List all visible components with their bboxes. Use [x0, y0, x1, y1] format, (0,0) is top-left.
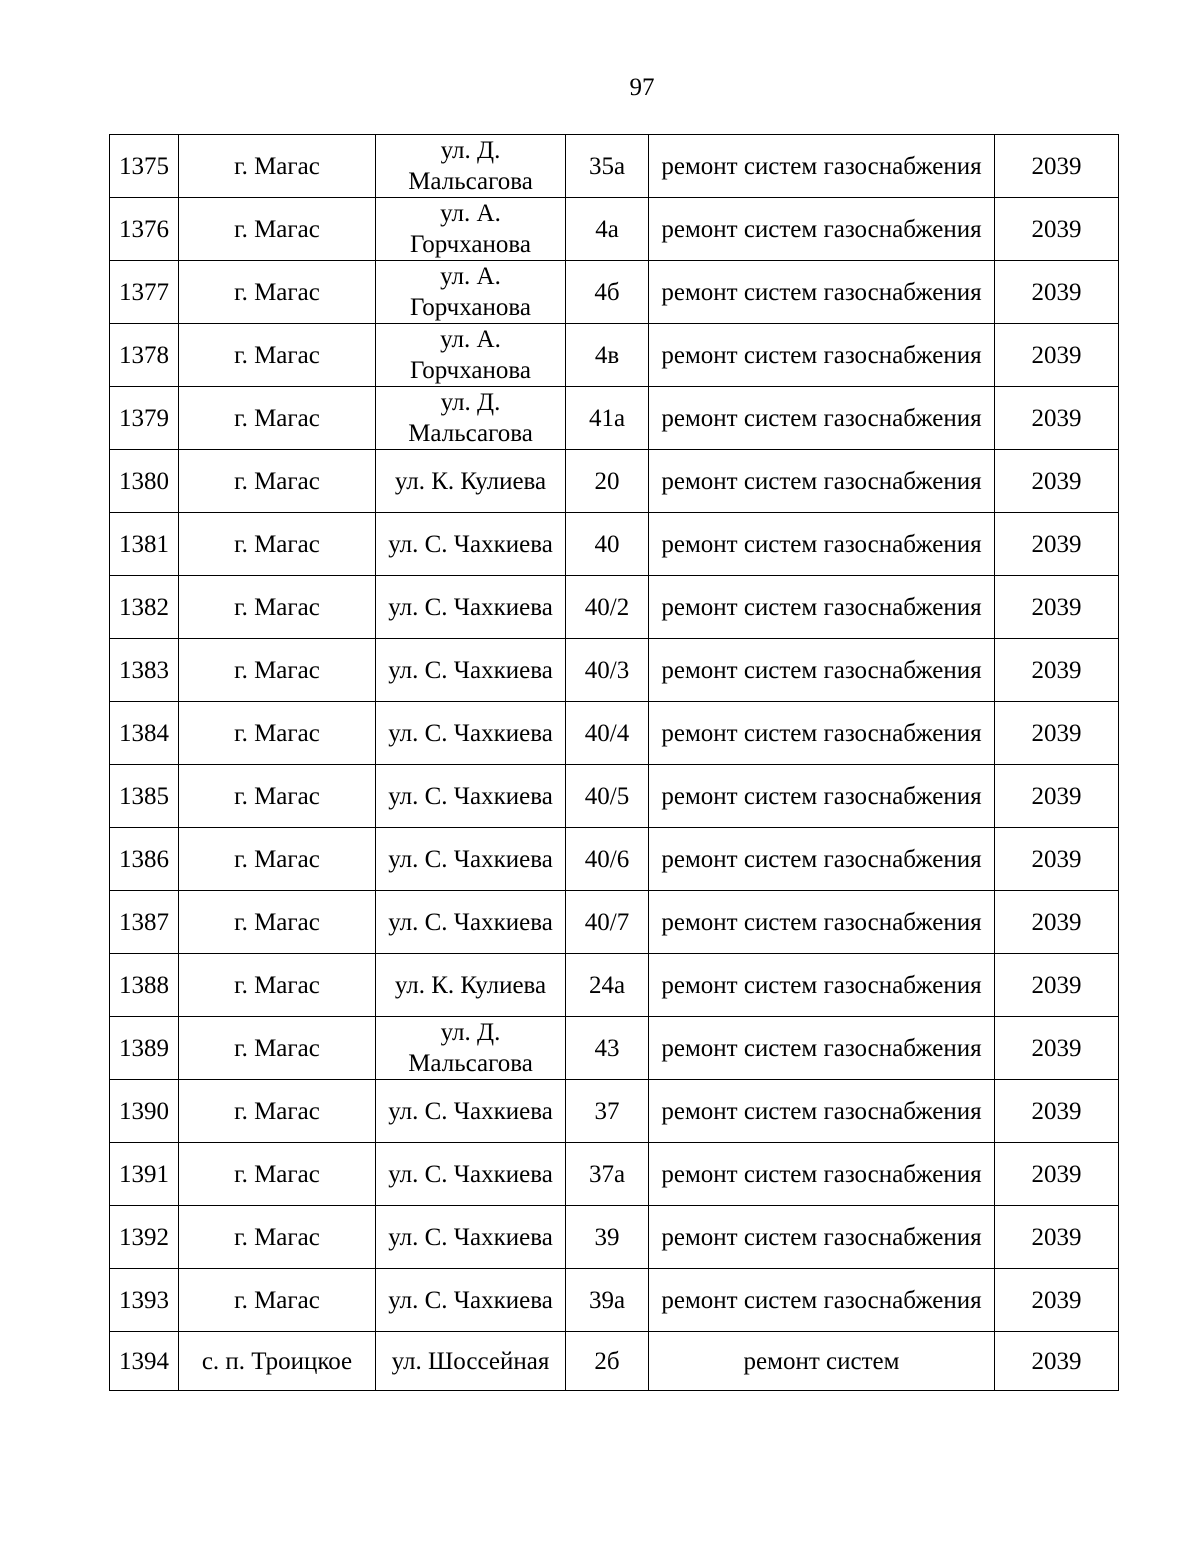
work-type-cell: ремонт систем газоснабжения	[649, 828, 995, 891]
street-cell: ул. С. Чахкиева	[376, 1206, 566, 1269]
work-type-cell: ремонт систем газоснабжения	[649, 639, 995, 702]
table-row	[110, 324, 1119, 387]
table-row	[110, 576, 1119, 639]
work-type-cell: ремонт систем газоснабжения	[649, 954, 995, 1017]
year-cell: 2039	[995, 261, 1119, 324]
table-row	[110, 513, 1119, 576]
table-body	[110, 135, 1119, 1391]
row-number-cell: 1382	[110, 576, 179, 639]
street-cell: ул. С. Чахкиева	[376, 1269, 566, 1332]
house-number-cell: 40/7	[566, 891, 649, 954]
house-number-cell: 4б	[566, 261, 649, 324]
table-row	[110, 450, 1119, 513]
table-row	[110, 387, 1119, 450]
locality-cell: г. Магас	[179, 576, 376, 639]
work-type-cell: ремонт систем газоснабжения	[649, 702, 995, 765]
year-cell: 2039	[995, 1206, 1119, 1269]
table-row	[110, 891, 1119, 954]
table-row	[110, 1332, 1119, 1391]
row-number-cell: 1389	[110, 1017, 179, 1080]
year-cell: 2039	[995, 1017, 1119, 1080]
work-type-cell: ремонт систем газоснабжения	[649, 1269, 995, 1332]
row-number-cell: 1379	[110, 387, 179, 450]
row-number-cell: 1393	[110, 1269, 179, 1332]
street-cell: ул. С. Чахкиева	[376, 702, 566, 765]
row-number-cell: 1394	[110, 1332, 179, 1391]
registry-table	[109, 134, 1119, 1391]
house-number-cell: 4а	[566, 198, 649, 261]
house-number-cell: 40/3	[566, 639, 649, 702]
table-row	[110, 1269, 1119, 1332]
row-number-cell: 1376	[110, 198, 179, 261]
locality-cell: г. Магас	[179, 828, 376, 891]
year-cell: 2039	[995, 576, 1119, 639]
year-cell: 2039	[995, 1080, 1119, 1143]
locality-cell: с. п. Троицкое	[179, 1332, 376, 1391]
row-number-cell: 1390	[110, 1080, 179, 1143]
year-cell: 2039	[995, 954, 1119, 1017]
house-number-cell: 24а	[566, 954, 649, 1017]
locality-cell: г. Магас	[179, 261, 376, 324]
work-type-cell: ремонт систем газоснабжения	[649, 261, 995, 324]
row-number-cell: 1381	[110, 513, 179, 576]
year-cell: 2039	[995, 702, 1119, 765]
locality-cell: г. Магас	[179, 450, 376, 513]
street-cell: ул. А. Горчханова	[376, 261, 566, 324]
locality-cell: г. Магас	[179, 954, 376, 1017]
table-row	[110, 1080, 1119, 1143]
house-number-cell: 37а	[566, 1143, 649, 1206]
table-row	[110, 954, 1119, 1017]
work-type-cell: ремонт систем газоснабжения	[649, 198, 995, 261]
locality-cell: г. Магас	[179, 702, 376, 765]
street-cell: ул. А. Горчханова	[376, 198, 566, 261]
street-cell: ул. А. Горчханова	[376, 324, 566, 387]
table-row	[110, 765, 1119, 828]
street-cell: ул. К. Кулиева	[376, 450, 566, 513]
table-row	[110, 261, 1119, 324]
house-number-cell: 43	[566, 1017, 649, 1080]
work-type-cell: ремонт систем газоснабжения	[649, 891, 995, 954]
work-type-cell: ремонт систем газоснабжения	[649, 324, 995, 387]
street-cell: ул. Д. Мальсагова	[376, 387, 566, 450]
work-type-cell: ремонт систем газоснабжения	[649, 135, 995, 198]
row-number-cell: 1383	[110, 639, 179, 702]
locality-cell: г. Магас	[179, 765, 376, 828]
table-row	[110, 198, 1119, 261]
locality-cell: г. Магас	[179, 135, 376, 198]
row-number-cell: 1386	[110, 828, 179, 891]
house-number-cell: 2б	[566, 1332, 649, 1391]
year-cell: 2039	[995, 765, 1119, 828]
work-type-cell: ремонт систем газоснабжения	[649, 765, 995, 828]
locality-cell: г. Магас	[179, 198, 376, 261]
work-type-cell: ремонт систем газоснабжения	[649, 450, 995, 513]
row-number-cell: 1384	[110, 702, 179, 765]
house-number-cell: 40/6	[566, 828, 649, 891]
locality-cell: г. Магас	[179, 1017, 376, 1080]
house-number-cell: 37	[566, 1080, 649, 1143]
work-type-cell: ремонт систем газоснабжения	[649, 1143, 995, 1206]
table-row	[110, 828, 1119, 891]
year-cell: 2039	[995, 639, 1119, 702]
locality-cell: г. Магас	[179, 1269, 376, 1332]
row-number-cell: 1377	[110, 261, 179, 324]
locality-cell: г. Магас	[179, 1080, 376, 1143]
locality-cell: г. Магас	[179, 1206, 376, 1269]
house-number-cell: 41а	[566, 387, 649, 450]
locality-cell: г. Магас	[179, 639, 376, 702]
locality-cell: г. Магас	[179, 1143, 376, 1206]
street-cell: ул. Д. Мальсагова	[376, 135, 566, 198]
street-cell: ул. С. Чахкиева	[376, 891, 566, 954]
house-number-cell: 40/4	[566, 702, 649, 765]
work-type-cell: ремонт систем газоснабжения	[649, 387, 995, 450]
house-number-cell: 20	[566, 450, 649, 513]
table-row	[110, 1206, 1119, 1269]
page-number: 97	[629, 74, 655, 101]
street-cell: ул. С. Чахкиева	[376, 1143, 566, 1206]
street-cell: ул. Д. Мальсагова	[376, 1017, 566, 1080]
year-cell: 2039	[995, 1143, 1119, 1206]
year-cell: 2039	[995, 198, 1119, 261]
house-number-cell: 40/5	[566, 765, 649, 828]
work-type-cell: ремонт систем газоснабжения	[649, 1017, 995, 1080]
house-number-cell: 40/2	[566, 576, 649, 639]
house-number-cell: 39а	[566, 1269, 649, 1332]
table-row	[110, 135, 1119, 198]
row-number-cell: 1385	[110, 765, 179, 828]
row-number-cell: 1375	[110, 135, 179, 198]
locality-cell: г. Магас	[179, 387, 376, 450]
row-number-cell: 1388	[110, 954, 179, 1017]
work-type-cell: ремонт систем газоснабжения	[649, 1206, 995, 1269]
street-cell: ул. С. Чахкиева	[376, 828, 566, 891]
house-number-cell: 35а	[566, 135, 649, 198]
year-cell: 2039	[995, 450, 1119, 513]
work-type-cell: ремонт систем газоснабжения	[649, 1080, 995, 1143]
table-row	[110, 1143, 1119, 1206]
street-cell: ул. С. Чахкиева	[376, 765, 566, 828]
row-number-cell: 1387	[110, 891, 179, 954]
street-cell: ул. Шоссейная	[376, 1332, 566, 1391]
year-cell: 2039	[995, 513, 1119, 576]
locality-cell: г. Магас	[179, 324, 376, 387]
year-cell: 2039	[995, 1269, 1119, 1332]
year-cell: 2039	[995, 1332, 1119, 1391]
table-row	[110, 1017, 1119, 1080]
work-type-cell: ремонт систем газоснабжения	[649, 513, 995, 576]
street-cell: ул. С. Чахкиева	[376, 639, 566, 702]
house-number-cell: 40	[566, 513, 649, 576]
street-cell: ул. С. Чахкиева	[376, 576, 566, 639]
work-type-cell: ремонт систем	[649, 1332, 995, 1391]
year-cell: 2039	[995, 324, 1119, 387]
house-number-cell: 39	[566, 1206, 649, 1269]
row-number-cell: 1392	[110, 1206, 179, 1269]
work-type-cell: ремонт систем газоснабжения	[649, 576, 995, 639]
locality-cell: г. Магас	[179, 513, 376, 576]
table-row	[110, 702, 1119, 765]
row-number-cell: 1378	[110, 324, 179, 387]
house-number-cell: 4в	[566, 324, 649, 387]
street-cell: ул. С. Чахкиева	[376, 1080, 566, 1143]
row-number-cell: 1380	[110, 450, 179, 513]
year-cell: 2039	[995, 891, 1119, 954]
street-cell: ул. К. Кулиева	[376, 954, 566, 1017]
year-cell: 2039	[995, 135, 1119, 198]
locality-cell: г. Магас	[179, 891, 376, 954]
row-number-cell: 1391	[110, 1143, 179, 1206]
year-cell: 2039	[995, 387, 1119, 450]
year-cell: 2039	[995, 828, 1119, 891]
street-cell: ул. С. Чахкиева	[376, 513, 566, 576]
table-row	[110, 639, 1119, 702]
